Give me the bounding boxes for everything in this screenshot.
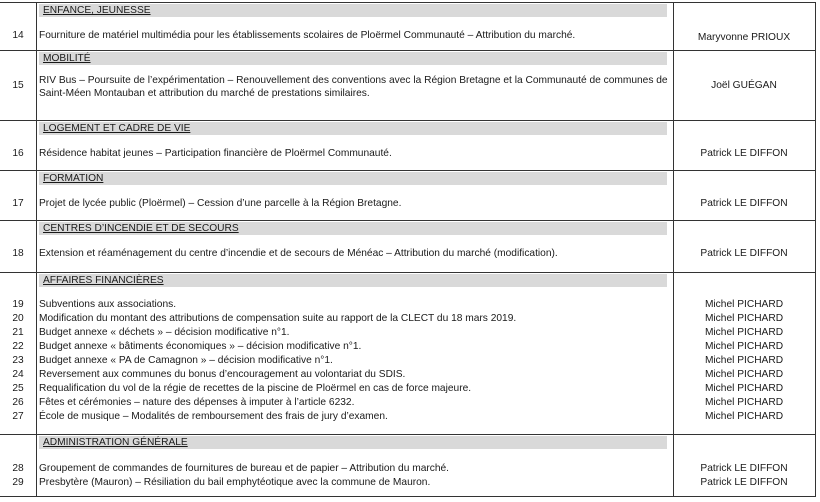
item-rapporteur: Michel PICHARD	[704, 327, 784, 338]
item-subject: Subventions aux associations.	[39, 299, 177, 310]
item-subject: Budget annexe « bâtiments économiques » – décision modificative n°1.	[39, 341, 362, 352]
section-header-band	[39, 172, 667, 185]
subject-column	[36, 220, 674, 272]
section-header-band	[39, 222, 667, 235]
item-number: 19	[12, 299, 24, 310]
item-rapporteur: Michel PICHARD	[704, 383, 784, 394]
rapporteur-column	[673, 220, 816, 272]
item-rapporteur: Michel PICHARD	[704, 355, 784, 366]
item-number: 24	[12, 369, 24, 380]
item-number: 25	[12, 383, 24, 394]
item-rapporteur: Patrick LE DIFFON	[700, 248, 788, 259]
agenda-section	[0, 272, 820, 434]
item-rapporteur: Patrick LE DIFFON	[700, 148, 788, 159]
agenda-section	[0, 170, 820, 220]
item-subject: RIV Bus – Poursuite de l’expérimentation – Renouvellement des conventions avec la Région Bretagne et la Communauté de communes de Saint-Méen Montauban et attribution du marché de prestations similaires.	[39, 75, 668, 99]
number-column	[0, 170, 37, 220]
item-rapporteur: Michel PICHARD	[704, 341, 784, 352]
item-number: 14	[12, 30, 24, 41]
item-number: 28	[12, 463, 24, 474]
section-title: CENTRES D’INCENDIE ET DE SECOURS	[43, 223, 239, 234]
item-number: 22	[12, 341, 24, 352]
item-rapporteur: Michel PICHARD	[704, 369, 784, 380]
item-number: 17	[12, 198, 24, 209]
number-column	[0, 2, 37, 50]
subject-column	[36, 170, 674, 220]
subject-column	[36, 434, 674, 496]
item-rapporteur: Patrick LE DIFFON	[700, 463, 788, 474]
item-rapporteur: Patrick LE DIFFON	[700, 477, 788, 488]
item-rapporteur: Patrick LE DIFFON	[700, 198, 788, 209]
item-subject: École de musique – Modalités de remboursement des frais de jury d’examen.	[39, 411, 388, 422]
item-subject: Projet de lycée public (Ploërmel) – Cession d’une parcelle à la Région Bretagne.	[39, 198, 402, 209]
item-number: 26	[12, 397, 24, 408]
item-number: 21	[12, 327, 24, 338]
item-rapporteur: Joël GUÉGAN	[711, 80, 777, 91]
item-subject: Groupement de commandes de fournitures de bureau et de papier – Attribution du marché.	[39, 463, 450, 474]
item-rapporteur: Maryvonne PRIOUX	[697, 32, 791, 43]
agenda-section	[0, 2, 820, 50]
section-title: ENFANCE, JEUNESSE	[43, 5, 151, 16]
rapporteur-column	[673, 120, 816, 170]
section-header-band	[39, 122, 667, 135]
item-number: 18	[12, 248, 24, 259]
item-subject: Budget annexe « PA de Camagnon » – décision modificative n°1.	[39, 355, 333, 366]
number-column	[0, 220, 37, 272]
section-header-band	[39, 274, 667, 287]
item-subject: Fourniture de matériel multimédia pour les établissements scolaires de Ploërmel Communauté – Attribution du marché.	[39, 30, 576, 41]
item-subject: Reversement aux communes du bonus d’encouragement au volontariat du SDIS.	[39, 369, 406, 380]
section-divider	[0, 496, 816, 497]
rapporteur-column	[673, 50, 816, 120]
item-subject: Modification du montant des attributions de compensation suite au rapport de la CLECT du 18 mars 2019.	[39, 313, 517, 324]
agenda-section	[0, 434, 820, 496]
item-number: 20	[12, 313, 24, 324]
rapporteur-column	[673, 272, 816, 434]
section-title: AFFAIRES FINANCIÈRES	[43, 275, 164, 286]
number-column	[0, 120, 37, 170]
item-rapporteur: Michel PICHARD	[704, 411, 784, 422]
item-rapporteur: Michel PICHARD	[704, 299, 784, 310]
subject-column	[36, 272, 674, 434]
section-title: LOGEMENT ET CADRE DE VIE	[43, 123, 191, 134]
item-number: 23	[12, 355, 24, 366]
item-subject: Requalification du vol de la régie de recettes de la piscine de Ploërmel en cas de force majeure.	[39, 383, 472, 394]
section-header-band	[39, 52, 667, 65]
item-number: 16	[12, 148, 24, 159]
section-title: FORMATION	[43, 173, 104, 184]
agenda-section	[0, 220, 820, 272]
section-title: ADMINISTRATION GÉNÉRALE	[43, 437, 188, 448]
item-rapporteur: Michel PICHARD	[704, 313, 784, 324]
number-column	[0, 272, 37, 434]
item-subject: Résidence habitat jeunes – Participation financière de Ploërmel Communauté.	[39, 148, 392, 159]
rapporteur-column	[673, 434, 816, 496]
agenda-section	[0, 120, 820, 170]
rapporteur-column	[673, 2, 816, 50]
item-number: 15	[12, 80, 24, 91]
item-number: 27	[12, 411, 24, 422]
section-header-band	[39, 436, 667, 449]
item-rapporteur: Michel PICHARD	[704, 397, 784, 408]
item-subject: Extension et réaménagement du centre d’incendie et de secours de Ménéac – Attribution du marché (modification).	[39, 248, 558, 259]
agenda-section	[0, 50, 820, 120]
number-column	[0, 50, 37, 120]
item-subject: Fêtes et cérémonies – nature des dépenses à imputer à l’article 6232.	[39, 397, 355, 408]
section-header-band	[39, 4, 667, 17]
subject-column	[36, 120, 674, 170]
rapporteur-column	[673, 170, 816, 220]
item-subject: Budget annexe « déchets » – décision modificative n°1.	[39, 327, 290, 338]
item-subject: Presbytère (Mauron) – Résiliation du bail emphytéotique avec la commune de Mauron.	[39, 477, 431, 488]
subject-column	[36, 2, 674, 50]
item-number: 29	[12, 477, 24, 488]
subject-column	[36, 50, 674, 120]
number-column	[0, 434, 37, 496]
section-title: MOBILITÉ	[43, 53, 91, 64]
